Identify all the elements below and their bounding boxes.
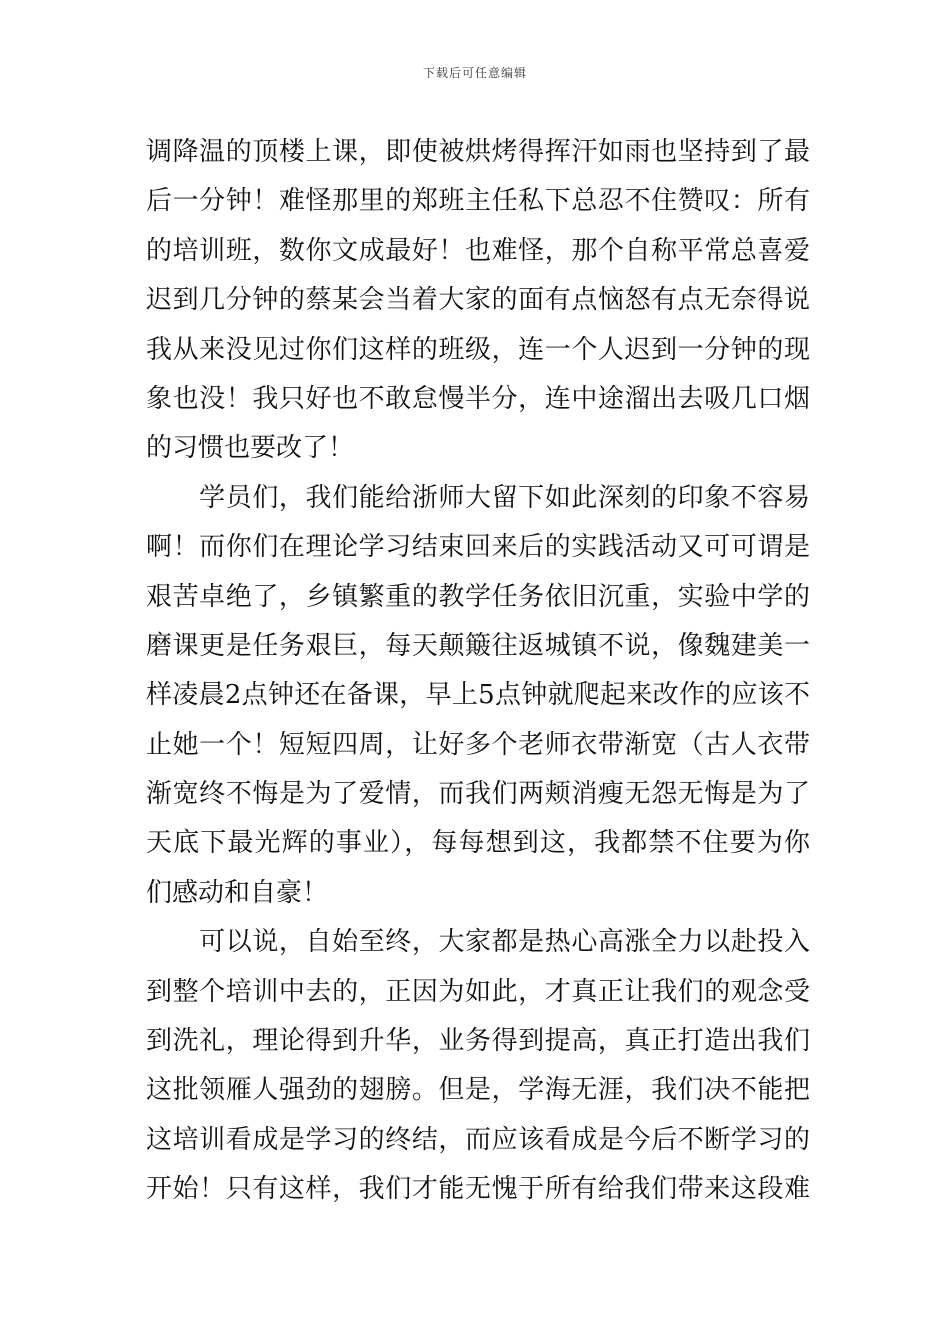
text-line: 这批领雁人强劲的翅膀。但是，学海无涯，我们决不能把 <box>146 1075 810 1106</box>
text-line: 迟到几分钟的蔡某会当着大家的面有点恼怒有点无奈得说 <box>146 285 810 316</box>
text-line: 的培训班，数你文成最好！也难怪，那个自称平常总喜爱 <box>146 235 810 266</box>
text-line: 止她一个！短短四周，让好多个老师衣带渐宽（古人衣带 <box>146 729 810 760</box>
text-line: 磨课更是任务艰巨，每天颠簸往返城镇不说，像魏建美一 <box>146 630 810 661</box>
text-line: 开始！只有这样，我们才能无愧于所有给我们带来这段难 <box>146 1174 810 1205</box>
text-line: 到整个培训中去的，正因为如此，才真正让我们的观念受 <box>146 976 810 1007</box>
text-line: 可以说，自始至终，大家都是热心高涨全力以赴投入 <box>146 927 810 958</box>
text-line: 这培训看成是学习的终结，而应该看成是今后不断学习的 <box>146 1124 810 1155</box>
text-line: 我从来没见过你们这样的班级，连一个人迟到一分钟的现 <box>146 334 810 365</box>
page-header-note: 下载后可任意编辑 <box>422 66 527 80</box>
text-line: 调降温的顶楼上课，即使被烘烤得挥汗如雨也坚持到了最 <box>146 137 810 167</box>
text-line: 学员们，我们能给浙师大留下如此深刻的印象不容易 <box>146 482 810 513</box>
text-line: 的习惯也要改了！ <box>146 433 355 464</box>
text-line: 样凌晨2点钟还在备课，早上5点钟就爬起来改作的应该不 <box>146 680 810 711</box>
text-line: 天底下最光辉的事业），每每想到这，我都禁不住要为你 <box>146 828 810 859</box>
text-line: 到洗礼，理论得到升华，业务得到提高，真正打造出我们 <box>146 1026 810 1057</box>
document-body <box>146 128 810 1215</box>
text-line: 啊！而你们在理论学习结束回来后的实践活动又可可谓是 <box>146 532 810 563</box>
text-line: 们感动和自豪！ <box>146 877 329 908</box>
text-line: 艰苦卓绝了，乡镇繁重的教学任务依旧沉重，实验中学的 <box>146 581 810 612</box>
text-line: 渐宽终不悔是为了爱情，而我们两颊消瘦无怨无悔是为了 <box>146 779 810 810</box>
text-line: 象也没！我只好也不敢怠慢半分，连中途溜出去吸几口烟 <box>146 383 810 414</box>
text-line: 后一分钟！难怪那里的郑班主任私下总忍不住赞叹：所有 <box>146 186 810 217</box>
